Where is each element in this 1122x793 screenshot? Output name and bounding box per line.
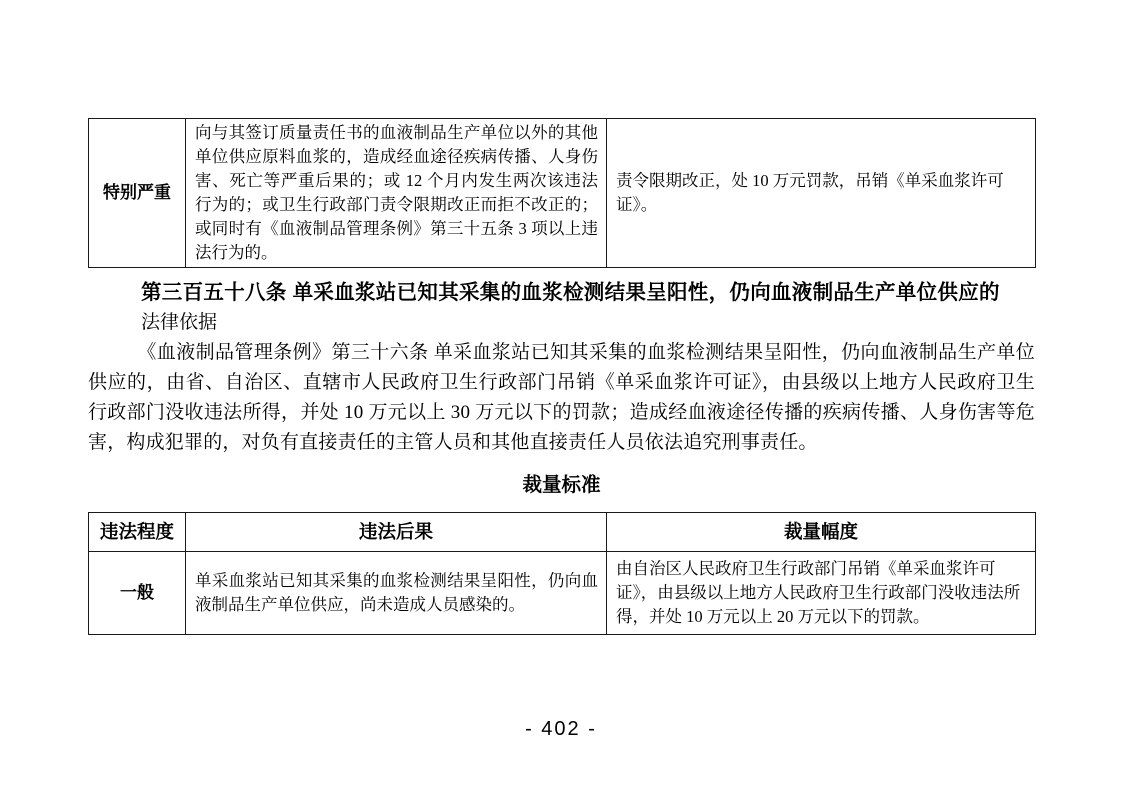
- legal-basis-label: 法律依据: [141, 312, 218, 333]
- header-discretion-range: 裁量幅度: [607, 513, 1036, 552]
- violation-consequence-cell: 向与其签订质量责任书的血液制品生产单位以外的其他单位供应原料血浆的，造成经血途径疾病传播、人身伤害、死亡等严重后果的；或 12 个月内发生两次该违法行为的；或卫生行政部门责令限期改正而拒不改正的；或同时有《血液制品管理条例》第三十五条 3 项以上违法行为的。: [186, 119, 607, 268]
- discretion-range-cell: 由自治区人民政府卫生行政部门吊销《单采血浆许可证》，由县级以上地方人民政府卫生行政部门没收违法所得，并处 10 万元以上 20 万元以下的罚款。: [607, 552, 1036, 635]
- article-heading: 第三百五十八条 单采血浆站已知其采集的血浆检测结果呈阳性，仍向血液制品生产单位供应的: [141, 281, 1000, 304]
- standard-title: 裁量标准: [522, 474, 601, 496]
- document-page-content: [88, 0, 1035, 635]
- page-number: - 402 -: [525, 718, 597, 740]
- table-header-row: [89, 513, 1036, 552]
- legal-basis-paragraph: 《血液制品管理条例》第三十六条 单采血浆站已知其采集的血浆检测结果呈阳性，仍向血液制品生产单位供应的，由省、自治区、直辖市人民政府卫生行政部门吊销《单采血浆许可证》，由县级以上地方人民政府卫生行政部门没收违法所得，并处 10 万元以上 30 万元以下的罚款；造成经血液途径传播的疾病传播、人身伤害等危害，构成犯罪的，对负有直接责任的主管人员和其他直接责任人员依法追究刑事责任。: [88, 342, 1035, 453]
- standard-table: [88, 512, 1036, 635]
- violation-consequence-cell: 单采血浆站已知其采集的血浆检测结果呈阳性，仍向血液制品生产单位供应，尚未造成人员感染的。: [186, 552, 607, 635]
- table-row: [89, 552, 1036, 635]
- continuation-table: [88, 118, 1036, 268]
- header-violation-degree: 违法程度: [89, 513, 186, 552]
- violation-degree-cell: 特别严重: [89, 119, 186, 268]
- violation-degree-cell: 一般: [89, 552, 186, 635]
- header-violation-consequence: 违法后果: [186, 513, 607, 552]
- table-row: [89, 119, 1036, 268]
- discretion-range-cell: 责令限期改正，处 10 万元罚款，吊销《单采血浆许可证》。: [607, 119, 1036, 268]
